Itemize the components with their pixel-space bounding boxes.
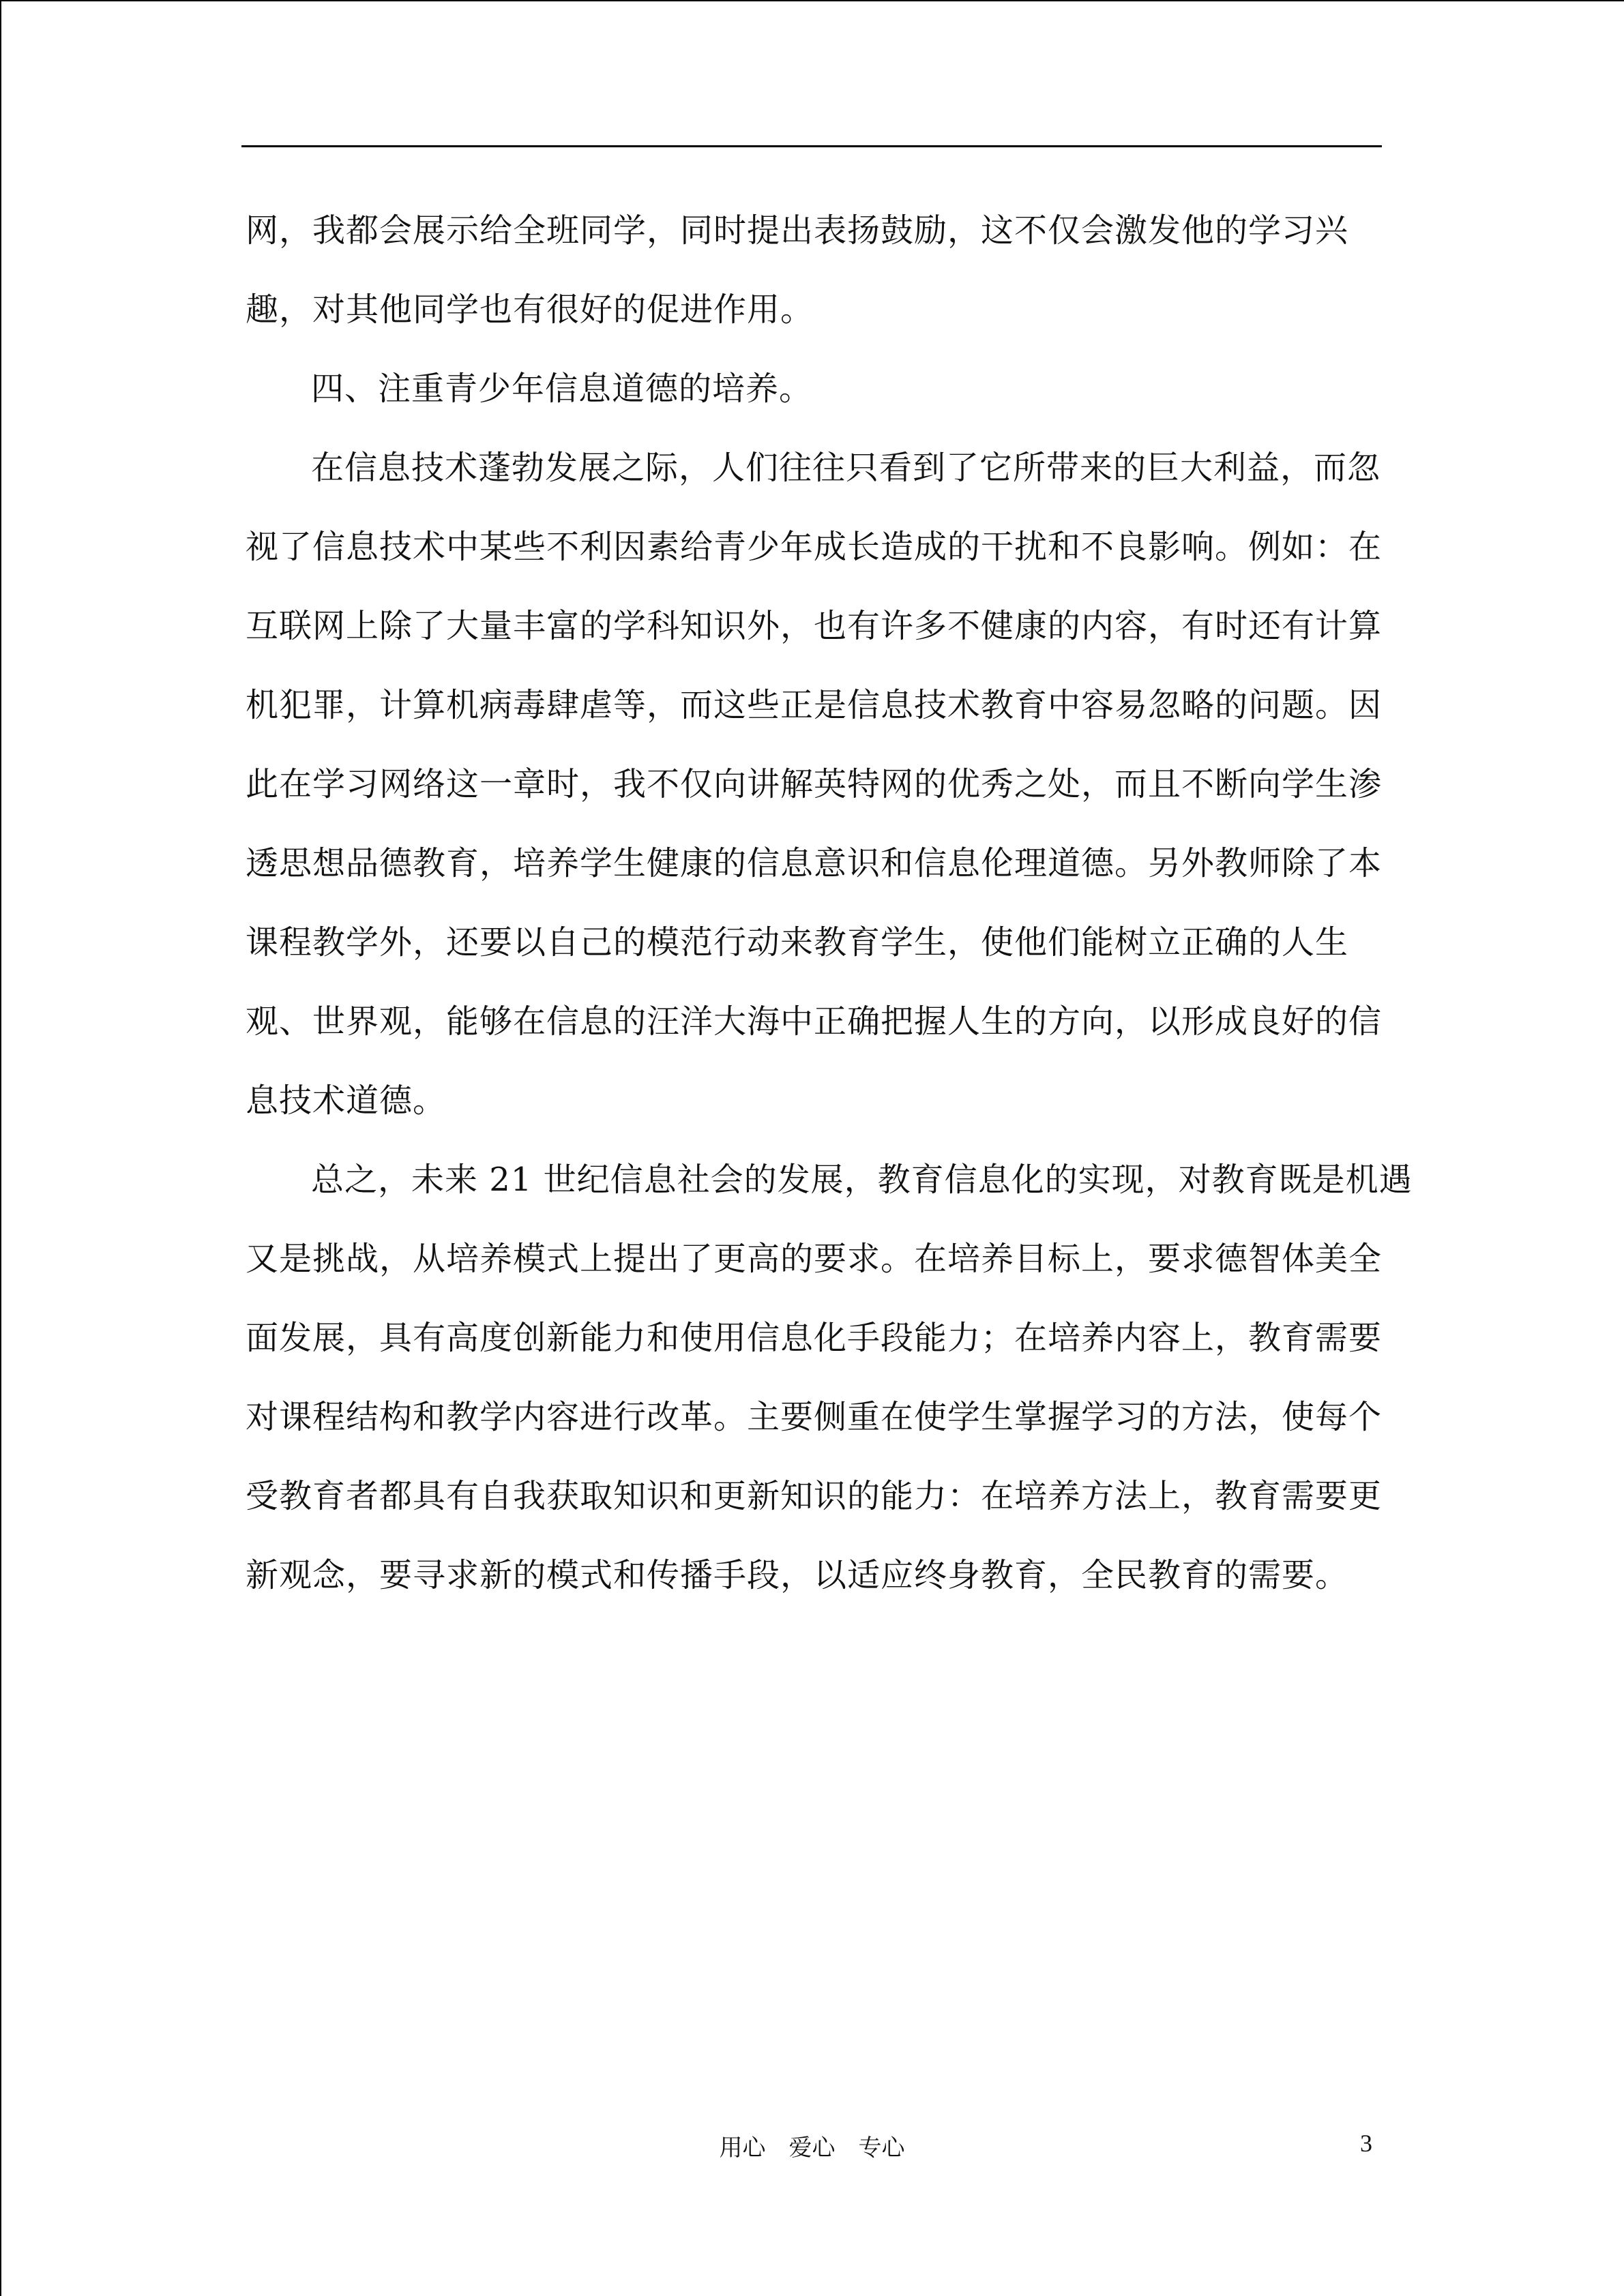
body-line: 新观念，要寻求新的模式和传播手段，以适应终身教育，全民教育的需要。 xyxy=(246,1556,1349,1594)
section-heading: 四、注重青少年信息道德的培养。 xyxy=(311,370,813,408)
body-line: 网，我都会展示给全班同学，同时提出表扬鼓励，这不仅会激发他的学习兴 xyxy=(246,211,1349,250)
body-line: 此在学习网络这一章时，我不仅向讲解英特网的优秀之处，而且不断向学生渗 xyxy=(246,765,1383,803)
header-rule xyxy=(241,145,1382,147)
body-line: 课程教学外，还要以自己的模范行动来教育学生，使他们能树立正确的人生 xyxy=(246,923,1349,961)
body-line: 受教育者都具有自我获取知识和更新知识的能力：在培养方法上，教育需要更 xyxy=(246,1477,1383,1515)
body-line: 趣，对其他同学也有很好的促进作用。 xyxy=(246,290,814,329)
body-line: 面发展，具有高度创新能力和使用信息化手段能力；在培养内容上，教育需要 xyxy=(246,1319,1383,1357)
body-line: 视了信息技术中某些不利因素给青少年成长造成的干扰和不良影响。例如：在 xyxy=(246,528,1383,566)
body-line: 在信息技术蓬勃发展之际，人们往往只看到了它所带来的巨大利益，而忽 xyxy=(311,449,1381,487)
page-number: 3 xyxy=(1360,2130,1372,2157)
body-text xyxy=(246,191,1413,1615)
body-line: 机犯罪，计算机病毒肆虐等，而这些正是信息技术教育中容易忽略的问题。因 xyxy=(246,686,1383,724)
footer-motto: 用心 爱心 专心 xyxy=(719,2134,905,2162)
body-line: 对课程结构和教学内容进行改革。主要侧重在使学生掌握学习的方法，使每个 xyxy=(246,1398,1383,1436)
body-line: 透思想品德教育，培养学生健康的信息意识和信息伦理道德。另外教师除了本 xyxy=(246,844,1383,882)
body-line: 观、世界观，能够在信息的汪洋大海中正确把握人生的方向，以形成良好的信 xyxy=(246,1002,1383,1041)
body-line: 总之，未来 21 世纪信息社会的发展，教育信息化的实现，对教育既是机遇 xyxy=(311,1161,1413,1199)
body-line: 息技术道德。 xyxy=(246,1082,447,1120)
body-line: 又是挑战，从培养模式上提出了更高的要求。在培养目标上，要求德智体美全 xyxy=(246,1240,1383,1278)
body-line: 互联网上除了大量丰富的学科知识外，也有许多不健康的内容，有时还有计算 xyxy=(246,607,1383,645)
